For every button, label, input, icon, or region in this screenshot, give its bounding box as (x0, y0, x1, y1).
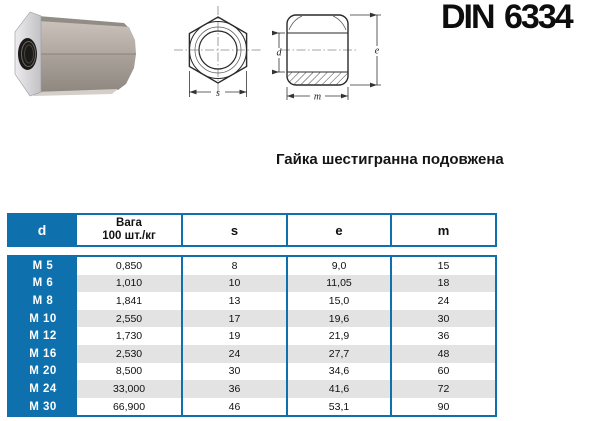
row-label: M 10 (9, 310, 77, 328)
header-cell-weight (75, 213, 183, 247)
row-label: M 8 (9, 292, 77, 310)
chamfer-arc-right (333, 16, 346, 30)
table-cell: 46 (181, 398, 286, 416)
table-cell: 8 (181, 257, 286, 275)
table-row (9, 275, 495, 293)
product-photo (8, 4, 148, 104)
table-cell: 36 (390, 327, 495, 345)
table-cell: 9,0 (286, 257, 390, 275)
table-cell: 1,841 (77, 292, 181, 310)
table-cell: 2,550 (77, 310, 181, 328)
row-label: M 6 (9, 275, 77, 293)
table-cell: 33,000 (77, 380, 181, 398)
table-header-gap (7, 247, 497, 255)
row-label: M 30 (9, 398, 77, 416)
table-cell: 15,0 (286, 292, 390, 310)
header-cell-e: e (286, 213, 392, 247)
table-cell: 24 (390, 292, 495, 310)
page-title: DIN 6334 (441, 0, 572, 36)
table-cell: 53,1 (286, 398, 390, 416)
table-cell: 17 (181, 310, 286, 328)
side-section-view-drawing (272, 0, 390, 108)
row-label: M 12 (9, 327, 77, 345)
table-cell: 48 (390, 345, 495, 363)
table-cell: 2,530 (77, 345, 181, 363)
table-cell: 72 (390, 380, 495, 398)
table-cell: 18 (390, 275, 495, 293)
section-hatch (288, 72, 348, 84)
header-weight-line2: 100 шт./кг (102, 230, 156, 242)
dimensions-table (7, 213, 497, 417)
table-row (9, 345, 495, 363)
table-cell: 66,900 (77, 398, 181, 416)
table-cell: 10 (181, 275, 286, 293)
nut-lower-facet (35, 54, 136, 93)
table-row (9, 327, 495, 345)
table-cell: 0,850 (77, 257, 181, 275)
table-row (9, 363, 495, 381)
table-cell: 30 (181, 363, 286, 381)
table-row (9, 292, 495, 310)
header-cell-m: m (390, 213, 497, 247)
table-cell: 1,730 (77, 327, 181, 345)
table-cell: 34,6 (286, 363, 390, 381)
hexagon-front-view-drawing (160, 0, 282, 108)
table-cell: 24 (181, 345, 286, 363)
table-row (9, 380, 495, 398)
table-cell: 19 (181, 327, 286, 345)
table-cell: 41,6 (286, 380, 390, 398)
m-dim-label: m (313, 91, 322, 103)
chamfer-arc-left (289, 16, 302, 30)
e-dim-label: e (374, 45, 380, 57)
table-cell: 27,7 (286, 345, 390, 363)
d-dim-label: d (276, 47, 282, 59)
table-cell: 30 (390, 310, 495, 328)
table-cell: 36 (181, 380, 286, 398)
product-subtitle: Гайка шестигранна подовжена (276, 151, 504, 168)
s-dim-label: s (216, 88, 220, 99)
header-cell-s: s (181, 213, 288, 247)
table-row (9, 310, 495, 328)
threaded-hole (18, 38, 37, 70)
table-cell: 11,05 (286, 275, 390, 293)
table-body (7, 255, 497, 417)
table-cell: 60 (390, 363, 495, 381)
table-cell: 8,500 (77, 363, 181, 381)
table-cell: 19,6 (286, 310, 390, 328)
table-row (9, 257, 495, 275)
header-weight-line1: Вага (116, 217, 142, 229)
row-label: M 5 (9, 257, 77, 275)
table-cell: 13 (181, 292, 286, 310)
row-label: M 16 (9, 345, 77, 363)
table-row (9, 398, 495, 416)
table-header-row (7, 213, 497, 247)
header-cell-d: d (7, 213, 77, 247)
row-label: M 24 (9, 380, 77, 398)
table-cell: 15 (390, 257, 495, 275)
row-label: M 20 (9, 363, 77, 381)
table-cell: 90 (390, 398, 495, 416)
table-cell: 21,9 (286, 327, 390, 345)
table-cell: 1,010 (77, 275, 181, 293)
